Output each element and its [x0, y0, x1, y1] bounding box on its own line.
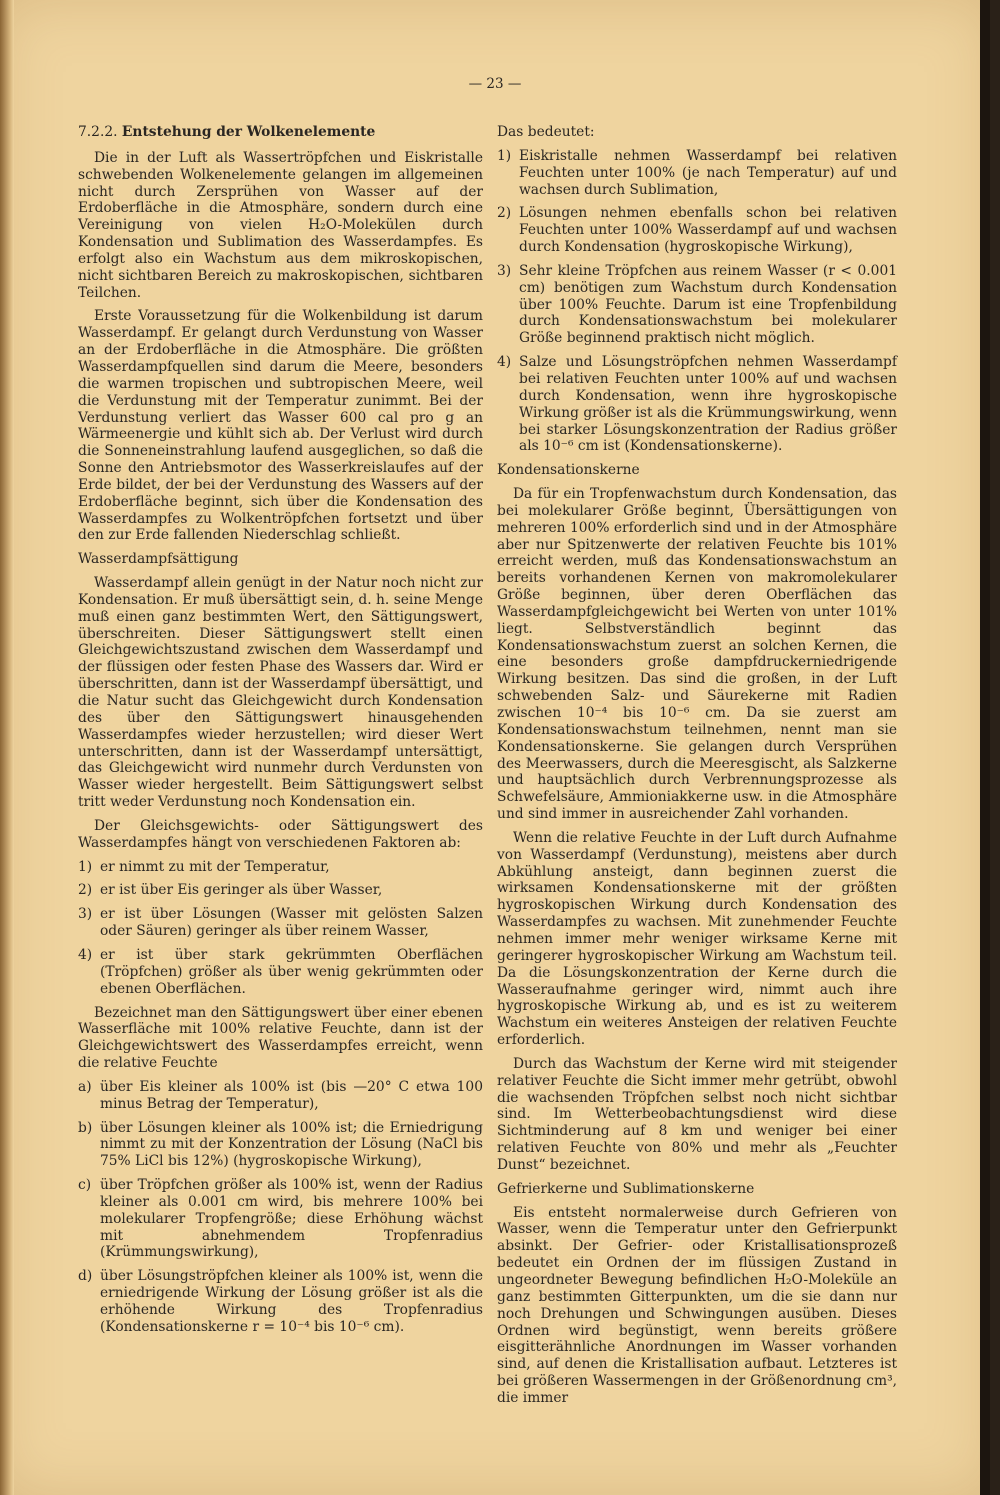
list-item: 2) Lösungen nehmen ebenfalls schon bei relativen Feuchten unter 100% Wasserdampf auf und wachsen durch Kondensation (hygroskopische Wirkung),: [497, 205, 897, 256]
list-item: 1) er nimmt zu mit der Temperatur,: [78, 858, 330, 875]
paragraph: Eis entsteht normalerweise durch Gefrieren von Wasser, wenn die Temperatur unter den Gefrierpunkt absinkt. Der Gefrier- oder Kristallisationsprozeß bedeutet ein Ordnen der im flüssigen Zustand in ungeordneter Bewegung befindlichen H₂O-Moleküle an ganz bestimmten Gitterpunkten, um die sie dann nur noch Drehungen und Schwingungen ausüben. Dieses Ordnen wird begünstigt, wenn bereits größere eisgitterähnliche Anordnungen im Wasser vorhanden sind, auf denen die Kristallisation aufbaut. Letzteres ist bei größeren Wassermengen in der Größenordnung cm³, die immer: [497, 1204, 897, 1406]
list-item: b) über Lösungen kleiner als 100% ist; die Erniedrigung nimmt zu mit der Konzentration der Lösung (NaCl bis 75% LiCl bis 12%) (hygroskopische Wirkung),: [78, 1119, 483, 1170]
paragraph: Bezeichnet man den Sättigungswert über einer ebenen Wasserfläche mit 100% relative Feuchte, dann ist der Gleichgewichtswert des Wasserdampfes erreicht, wenn die relative Feuchte: [78, 1004, 483, 1072]
list-item: 3) Sehr kleine Tröpfchen aus reinem Wasser (r < 0.001 cm) benötigen zum Wachstum durch Kondensation über 100% Feuchte. Darum ist eine Tropfenbildung durch Kondensationswachstum bei molekularer Größe beginnend praktisch nicht möglich.: [497, 262, 897, 347]
page-edge: [980, 0, 990, 1495]
subheading-gefrierkerne: Gefrierkerne und Sublimationskerne: [497, 1180, 755, 1197]
list-item: 3) er ist über Lösungen (Wasser mit gelösten Salzen oder Säuren) geringer als über reinem Wasser,: [78, 906, 483, 940]
list-item: c) über Tröpfchen größer als 100% ist, wenn der Radius kleiner als 0.001 cm wird, bis mehrere 100% bei molekularer Tropfengröße; diese Erhöhung wächst mit abnehmendem Tropfenradius (Krümmungswirkung),: [78, 1177, 483, 1261]
paragraph: Da für ein Tropfenwachstum durch Kondensation, das bei molekularer Größe beginnt, Übersättigungen von mehreren 100% erforderlich sind und in der Atmosphäre aber nur Spitzenwerte der relativen Feuchte bis 101% erreicht werden, muß das Kondensationswachstum an bereits vorhandenen Kernen von makromolekularer Größe beginnen, über deren Oberflächen das Wasserdampfgleichgewicht bei Werten von unter 101% liegt. Selbstverständlich beginnt das Kondensationswachstum zuerst an solchen Kernen, die eine besonders große dampfdruckerniedrigende Wirkung besitzen. Das sind die großen, in der Luft schwebenden Salz- und Säurekerne mit Radien zwischen 10⁻⁴ bis 10⁻⁶ cm. Da sie zuerst am Kondensationswachstum teilnehmen, nennt man sie Kondensationskerne. Sie gelangen durch Versprühen des Meerwassers, durch die Meeresgischt, als Salzkerne und hauptsächlich durch Verbrennungsprozesse als Schwefelsäure, Ammioniakkerne usw. in die Atmosphäre und sind immer in ausreichender Zahl vorhanden.: [497, 486, 897, 823]
paragraph: Wasserdampf allein genügt in der Natur noch nicht zur Kondensation. Er muß übersättigt sein, d. h. seine Menge muß einen ganz bestimmten Wert, den Sättigungswert, überschreiten. Dieser Sättigungswert stellt einen Gleichgewichtszustand zwischen dem Wasserdampf und der flüssigen oder festen Phase des Wassers dar. Wird er überschritten, dann ist der Wasserdampf übersättigt, und die Natur sucht das Gleichgewicht durch Kondensation des über den Sättigungswert hinausgehenden Wasserdampfes wieder herzustellen; wird dieser Wert unterschritten, dann ist der Wasserdampf untersättigt, das Gleichgewicht wird nunmehr durch Verdunsten von Wasser wieder hergestellt. Beim Sättigungswert selbst tritt weder Verdunstung noch Kondensation ein.: [78, 575, 483, 811]
list-item: d) über Lösungströpfchen kleiner als 100% ist, wenn die erniedrigende Wirkung der Lösung größer ist als die erhöhende Wirkung des Tropfenradius (Kondensationskerne r = 10⁻⁴ bis 10⁻⁶ cm).: [78, 1268, 483, 1335]
list-item: a) über Eis kleiner als 100% ist (bis —20° C etwa 100 minus Betrag der Temperatur),: [78, 1078, 483, 1112]
paragraph: Die in der Luft als Wassertröpfchen und Eiskristalle schwebenden Wolkenelemente gelangen im allgemeinen nicht durch Zersprühen von Wasser auf der Erdoberfläche in die Atmosphäre, sondern durch eine Vereinigung von vielen H₂O-Molekülen durch Kondensation und Sublimation des Wasserdampfes. Es erfolgt also ein Wachstum aus dem mikroskopischen, nicht sichtbaren Bereich zu makroskopischen, sichtbaren Teilchen.: [78, 149, 483, 301]
paragraph: Der Gleichsgewichts- oder Sättigungswert des Wasserdampfes hängt von verschiedenen Faktoren ab:: [78, 817, 483, 851]
section-number: 7.2.2.: [78, 124, 118, 140]
list-item: 2) er ist über Eis geringer als über Wasser,: [78, 882, 383, 899]
paragraph: Das bedeutet:: [497, 124, 595, 140]
section-title: Entstehung der Wolkenelemente: [121, 124, 376, 140]
paragraph: Wenn die relative Feuchte in der Luft durch Aufnahme von Wasserdampf (Verdunstung), meistens aber durch Abkühlung ansteigt, dann beginnen zuerst die wirksamen Kondensationskerne mit der größten hygroskopischen Wirkung durch Kondensation des Wasserdampfes zu wachsen. Mit zunehmender Feuchte nehmen immer mehr weniger wirksame Kerne mit geringerer hygroskopischer Wirkung am Wachstum teil. Da die Lösungskonzentration der Kerne durch die Wasseraufnahme geringer wird, nimmt auch ihre hygroskopische Wirkung ab, und es ist zu weiterem Wachstum ein weiteres Ansteigen der relativen Feuchte erforderlich.: [497, 829, 897, 1049]
list-item: 4) Salze und Lösungströpfchen nehmen Wasserdampf bei relativen Feuchten unter 100% auf und wachsen durch Kondensation, wenn ihre hygroskopische Wirkung größer ist als die Krümmungswirkung, wenn bei starker Lösungskonzentration der Radius größer als 10⁻⁶ cm ist (Kondensationskerne).: [497, 354, 897, 455]
subheading-kondensationskerne: Kondensationskerne: [497, 462, 640, 479]
list-item: 4) er ist über stark gekrümmten Oberflächen (Tröpfchen) größer als über wenig gekrümmten oder ebenen Oberflächen.: [78, 946, 483, 997]
right-column: [497, 124, 897, 1414]
left-column: [78, 124, 483, 1343]
list-item: 1) Eiskristalle nehmen Wasserdampf bei relativen Feuchten unter 100% (je nach Temperatur) auf und wachsen durch Sublimation,: [497, 147, 897, 198]
page-number: — 23 —: [468, 76, 522, 92]
subheading-wasserdampfsaettigung: Wasserdampfsättigung: [78, 551, 239, 568]
binding-edge: [0, 0, 14, 1495]
paragraph: Erste Voraussetzung für die Wolkenbildung ist darum Wasserdampf. Er gelangt durch Verdunstung von Wasser an der Erdoberfläche in die Atmosphäre. Die größten Wasserdampfquellen sind darum die Meere, besonders die warmen tropischen und subtropischen Meere, weil die Verdunstung mit der Temperatur zunimmt. Bei der Verdunstung verliert das Wasser 600 cal pro g an Wärmeenergie und kühlt sich ab. Der Verlust wird durch die Sonneneinstrahlung laufend ausgeglichen, so daß die Sonne den Antriebsmotor des Wasserkreislaufes auf der Erde bildet, der bei der Verdunstung des Wassers auf der Erdoberfläche beginnt, sich über die Kondensation des Wasserdampfes zu Wolkentröpfchen fortsetzt und über den zur Erde fallenden Niederschlag schließt.: [78, 308, 483, 544]
paragraph: Durch das Wachstum der Kerne wird mit steigender relativer Feuchte die Sicht immer mehr getrübt, obwohl die wachsenden Tröpfchen selbst noch nicht sichtbar sind. Im Wetterbeobachtungsdienst wird diese Sichtminderung auf 8 km und weniger bei einer relativen Feuchte von 80% und mehr als „Feuchter Dunst“ bezeichnet.: [497, 1055, 897, 1173]
section-heading: [78, 124, 483, 141]
